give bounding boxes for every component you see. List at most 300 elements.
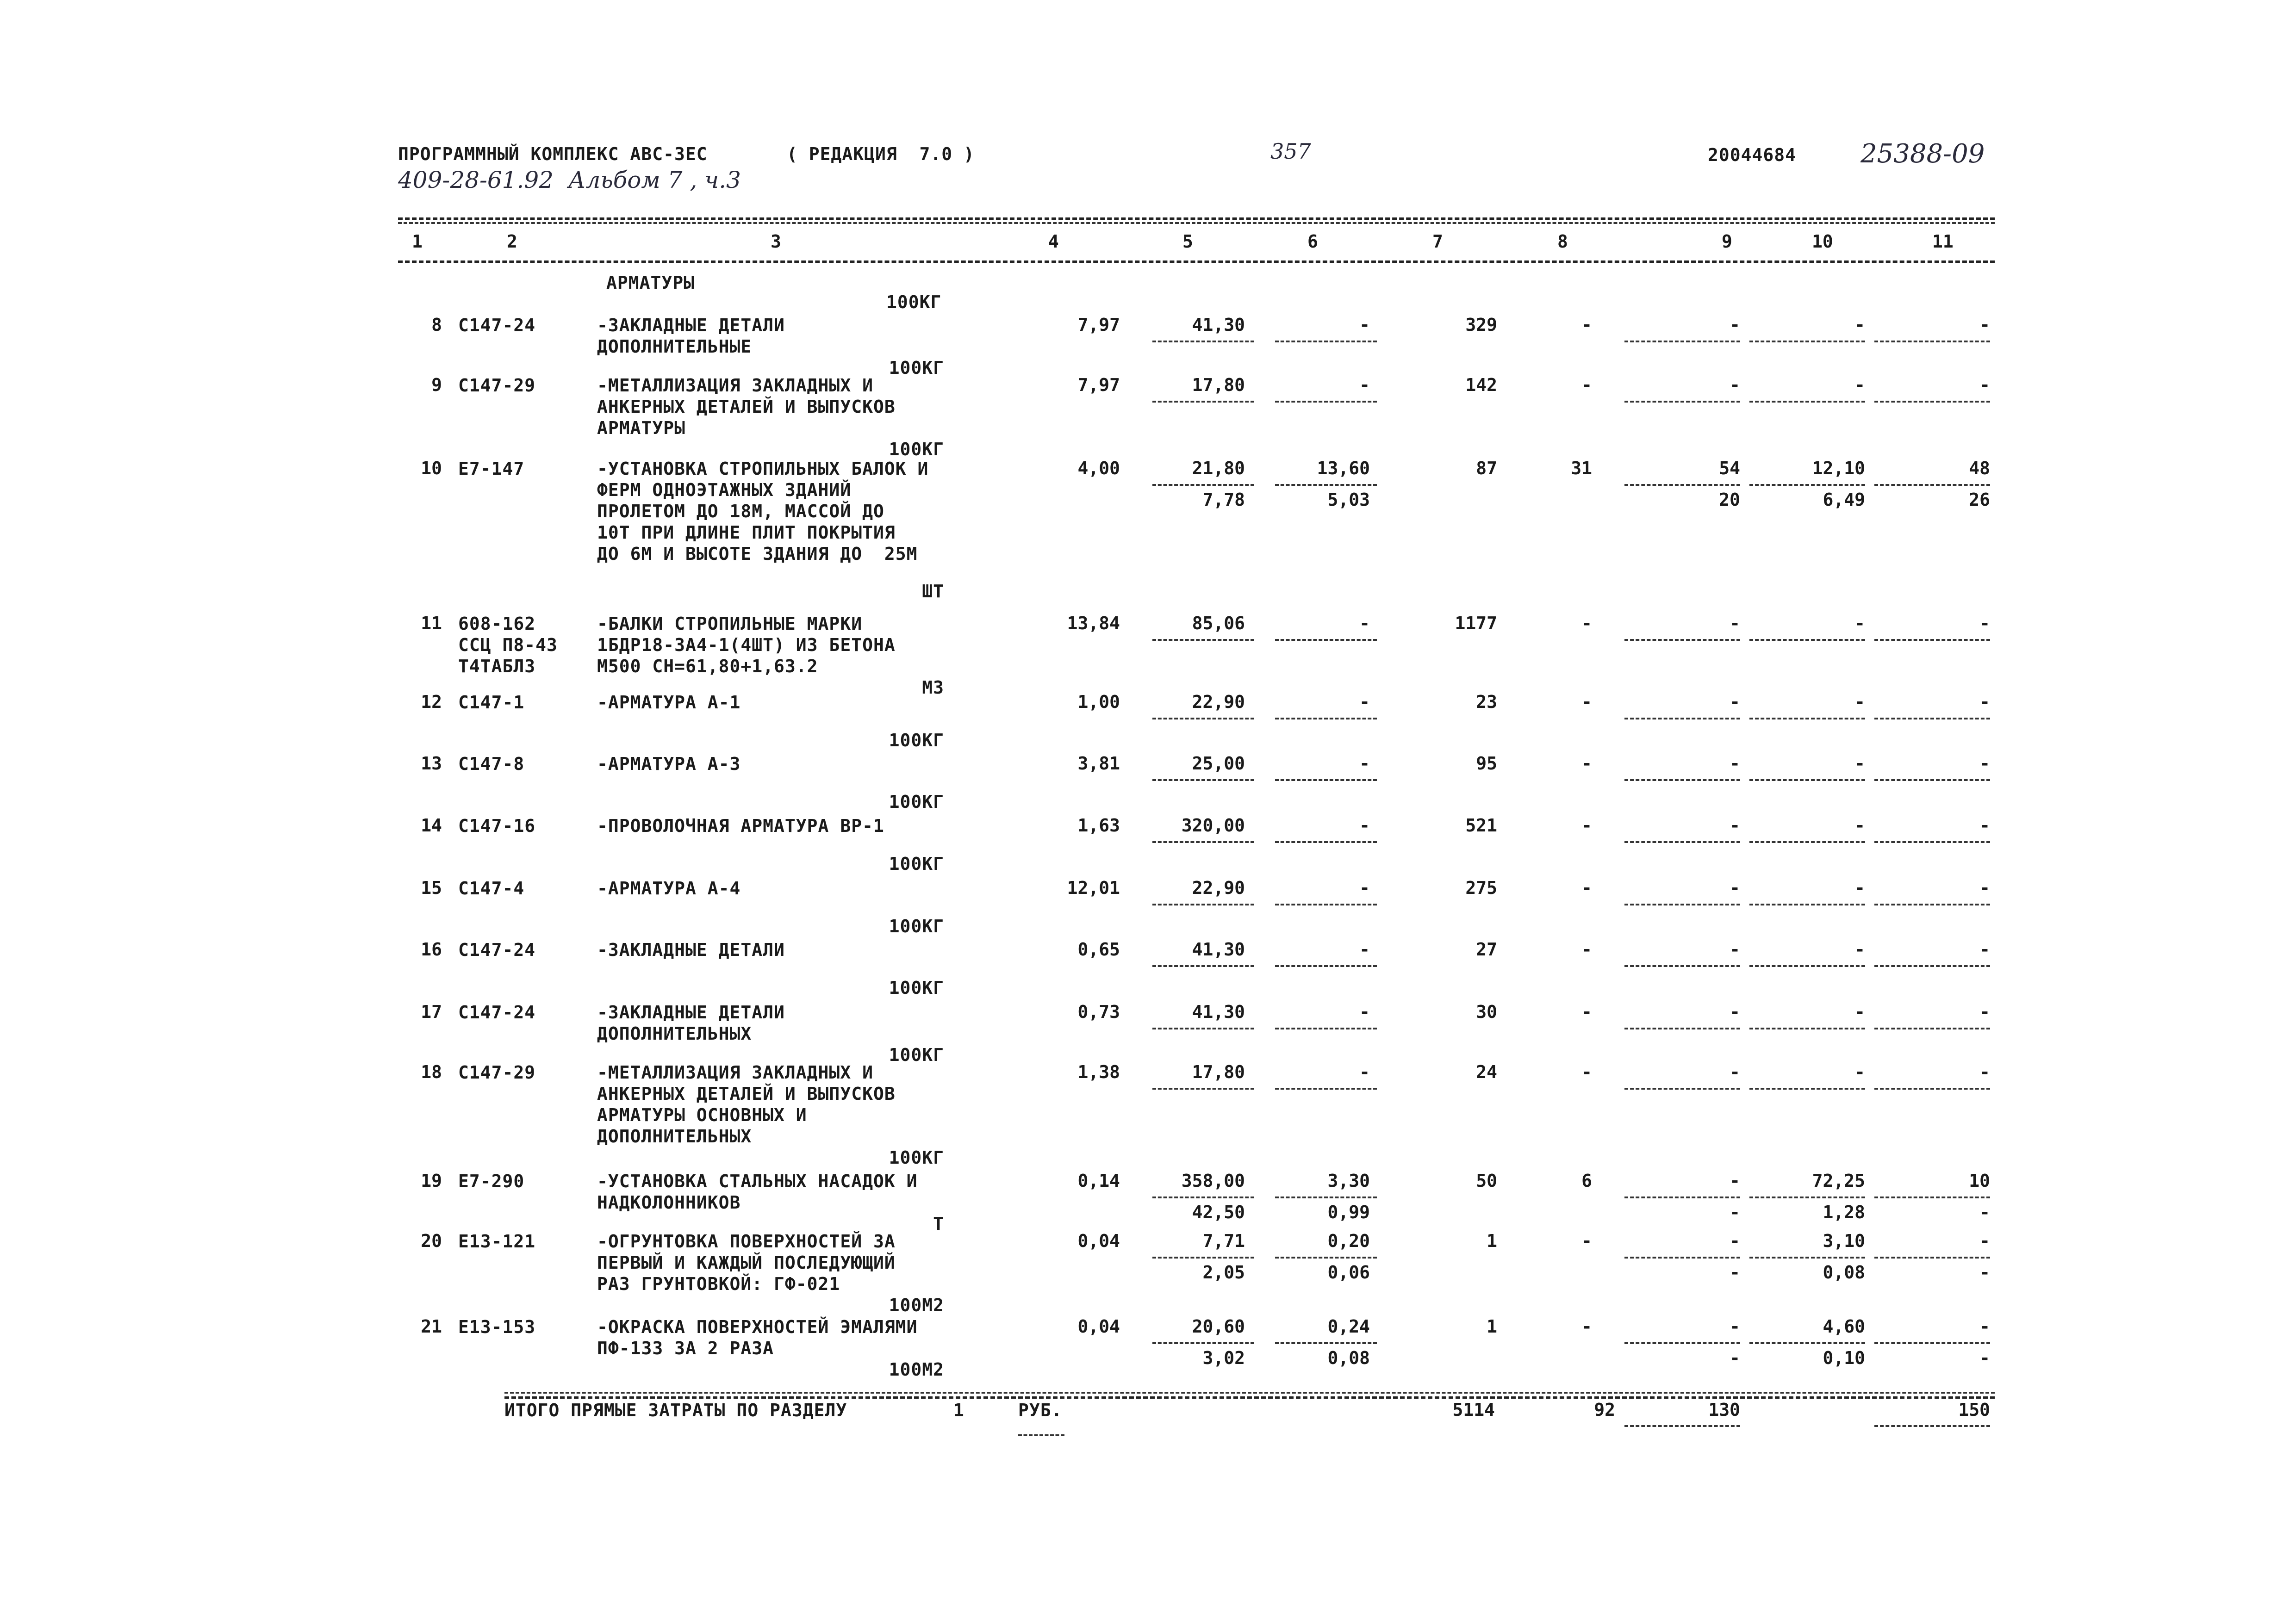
cell-c8: -	[1581, 815, 1592, 836]
row-description-line: ПФ-133 ЗА 2 РАЗА	[597, 1338, 774, 1358]
cell-c6: -	[1359, 1062, 1370, 1082]
cell-underline	[1624, 1257, 1740, 1259]
cell-c11: 10	[1969, 1171, 1990, 1191]
row-description-line: -ОКРАСКА ПОВЕРХНОСТЕЙ ЭМАЛЯМИ	[597, 1317, 918, 1337]
cell-underline	[1749, 904, 1865, 905]
cell-underline	[1874, 779, 1990, 781]
cell-c6: -	[1359, 315, 1370, 335]
cell-c10: 12,10	[1812, 458, 1865, 478]
project-code: 20044684	[1708, 145, 1797, 165]
cell-c6: -	[1359, 1002, 1370, 1022]
cell-underline	[1275, 718, 1377, 719]
row-unit: Т	[933, 1214, 944, 1234]
cell-underline	[1152, 1257, 1254, 1259]
row-description-line: -МЕТАЛЛИЗАЦИЯ ЗАКЛАДНЫХ И	[597, 1062, 873, 1083]
cell-c11b: -	[1979, 1202, 1990, 1222]
row-code: С147-24	[458, 940, 536, 960]
cell-c5b: 7,78	[1202, 490, 1245, 510]
row-code: С147-16	[458, 816, 536, 836]
cell-c9: -	[1730, 1062, 1740, 1082]
col-header-3: 3	[771, 231, 781, 252]
cell-c10b: 6,49	[1823, 490, 1865, 510]
cell-underline	[1624, 718, 1740, 719]
cell-c9: -	[1730, 613, 1740, 633]
cell-underline	[1874, 718, 1990, 719]
cell-underline	[1275, 401, 1377, 403]
cell-c6b: 0,06	[1327, 1262, 1370, 1283]
cell-c8: -	[1581, 1002, 1592, 1022]
cell-c10: 72,25	[1812, 1171, 1865, 1191]
cell-c4: 0,04	[1077, 1231, 1120, 1251]
cell-c7: 30	[1476, 1002, 1497, 1022]
cell-c10: -	[1854, 1002, 1865, 1022]
cell-c10: -	[1854, 613, 1865, 633]
cell-underline	[1874, 904, 1990, 905]
cell-c8: -	[1581, 315, 1592, 335]
total-label: ИТОГО ПРЯМЫЕ ЗАТРАТЫ ПО РАЗДЕЛУ	[504, 1400, 847, 1420]
cell-underline	[1624, 341, 1740, 342]
cell-c8: -	[1581, 1062, 1592, 1082]
row-description-line: -АРМАТУРА А-4	[597, 878, 741, 899]
cell-c5b: 42,50	[1192, 1202, 1245, 1222]
cell-c7: 87	[1476, 458, 1497, 478]
row-unit: М3	[922, 677, 944, 698]
cell-underline	[1275, 1342, 1377, 1344]
cell-c6: -	[1359, 375, 1370, 395]
cell-c11: -	[1979, 753, 1990, 774]
cell-underline	[1749, 841, 1865, 843]
row-number: 17	[421, 1002, 442, 1022]
row-code: С147-29	[458, 375, 536, 396]
row-number: 10	[421, 458, 442, 478]
cell-c5: 22,90	[1192, 692, 1245, 712]
row-unit: 100КГ	[889, 439, 944, 459]
cell-c7: 329	[1465, 315, 1497, 335]
row-description-line: РАЗ ГРУНТОВКОЙ: ГФ-021	[597, 1274, 840, 1294]
cell-c6: 0,24	[1327, 1316, 1370, 1337]
cell-c6b: 0,99	[1327, 1202, 1370, 1222]
cell-underline	[1749, 965, 1865, 967]
cell-c10: -	[1854, 878, 1865, 898]
row-code-2: ССЦ П8-43	[458, 635, 558, 655]
cell-underline	[1275, 1257, 1377, 1259]
cell-underline	[1152, 1088, 1254, 1090]
cell-underline	[1749, 1257, 1865, 1259]
cell-c8: -	[1581, 692, 1592, 712]
row-unit: 100КГ	[889, 916, 944, 936]
row-unit: 100КГ	[889, 730, 944, 750]
cell-c11: -	[1979, 315, 1990, 335]
cell-c5: 41,30	[1192, 315, 1245, 335]
cell-underline	[1749, 341, 1865, 342]
cell-c7: 1	[1487, 1231, 1497, 1251]
row-unit: 100КГ	[889, 792, 944, 812]
cell-c6b: 0,08	[1327, 1348, 1370, 1368]
cell-c8: -	[1581, 753, 1592, 774]
cell-underline	[1152, 841, 1254, 843]
cell-c9: -	[1730, 692, 1740, 712]
total-currency: РУБ.	[1018, 1400, 1063, 1420]
cell-c11: -	[1979, 878, 1990, 898]
album-reference: 409-28-61.92 Альбом 7 , ч.3	[398, 167, 741, 193]
row-code: 608-162	[458, 614, 536, 634]
total-col11-underline	[1874, 1425, 1990, 1427]
row-code: С147-24	[458, 1002, 536, 1023]
row-description-line: АРМАТУРЫ	[597, 418, 686, 438]
page-number: 357	[1270, 139, 1311, 164]
row-description-line: -ЗАКЛАДНЫЕ ДЕТАЛИ	[597, 315, 785, 335]
row-description-line: АНКЕРНЫХ ДЕТАЛЕЙ И ВЫПУСКОВ	[597, 397, 896, 417]
cell-c8: -	[1581, 375, 1592, 395]
cell-underline	[1874, 1028, 1990, 1029]
cell-c11: -	[1979, 613, 1990, 633]
cell-underline	[1749, 779, 1865, 781]
cell-c4: 7,97	[1077, 375, 1120, 395]
col-header-1: 1	[412, 231, 423, 252]
cell-c5: 17,80	[1192, 375, 1245, 395]
cell-underline	[1874, 401, 1990, 403]
cell-c4: 0,04	[1077, 1316, 1120, 1337]
cell-c6: -	[1359, 613, 1370, 633]
row-description-line: ДО 6М И ВЫСОТЕ ЗДАНИЯ ДО 25М	[597, 544, 918, 564]
cell-c10b: 1,28	[1823, 1202, 1865, 1222]
cell-c9: -	[1730, 878, 1740, 898]
cell-c4: 3,81	[1077, 753, 1120, 774]
cell-c6: 0,20	[1327, 1231, 1370, 1251]
cell-c9b: 20	[1719, 490, 1740, 510]
cell-c5: 85,06	[1192, 613, 1245, 633]
cell-c7: 275	[1465, 878, 1497, 898]
cell-c5b: 2,05	[1202, 1262, 1245, 1283]
cell-underline	[1749, 718, 1865, 719]
cell-c6b: 5,03	[1327, 490, 1370, 510]
cell-underline	[1749, 1028, 1865, 1029]
cell-c4: 0,73	[1077, 1002, 1120, 1022]
row-unit: 100М2	[889, 1295, 944, 1315]
cell-c10: -	[1854, 815, 1865, 836]
cell-underline	[1275, 1197, 1377, 1198]
cell-underline	[1275, 1088, 1377, 1090]
row-description-line: ДОПОЛНИТЕЛЬНЫХ	[597, 1023, 752, 1044]
cell-c4: 12,01	[1067, 878, 1120, 898]
bottom-rule-1	[504, 1392, 1995, 1394]
cell-underline	[1874, 639, 1990, 641]
cell-underline	[1874, 841, 1990, 843]
row-code: С147-29	[458, 1062, 536, 1083]
col-header-7: 7	[1432, 231, 1443, 252]
cell-underline	[1624, 1088, 1740, 1090]
cell-c5: 358,00	[1181, 1171, 1245, 1191]
cell-c4: 0,14	[1077, 1171, 1120, 1191]
row-code: Е7-147	[458, 459, 525, 479]
cell-c4: 1,00	[1077, 692, 1120, 712]
cell-c11b: 26	[1969, 490, 1990, 510]
row-number: 21	[421, 1316, 442, 1337]
total-col11: 150	[1958, 1400, 1990, 1420]
cell-c10: -	[1854, 692, 1865, 712]
cell-c10b: 0,08	[1823, 1262, 1865, 1283]
row-description-line: -ЗАКЛАДНЫЕ ДЕТАЛИ	[597, 940, 785, 960]
row-number: 20	[421, 1231, 442, 1251]
cell-underline	[1874, 1257, 1990, 1259]
row-description-line: -ЗАКЛАДНЫЕ ДЕТАЛИ	[597, 1002, 785, 1023]
cell-c9: -	[1730, 375, 1740, 395]
cell-underline	[1874, 1088, 1990, 1090]
cell-c5: 7,71	[1202, 1231, 1245, 1251]
cell-c10: -	[1854, 375, 1865, 395]
cell-c11: 48	[1969, 458, 1990, 478]
col-header-5: 5	[1182, 231, 1193, 252]
cell-underline	[1275, 639, 1377, 641]
cell-underline	[1152, 718, 1254, 719]
cell-c7: 23	[1476, 692, 1497, 712]
total-section: 1	[953, 1400, 964, 1420]
row-description-line: -АРМАТУРА А-3	[597, 754, 741, 774]
row-code: Е13-121	[458, 1231, 536, 1252]
cell-c8: 6	[1581, 1171, 1592, 1191]
cell-underline	[1275, 484, 1377, 486]
row-description-line: НАДКОЛОННИКОВ	[597, 1192, 741, 1213]
cell-underline	[1624, 904, 1740, 905]
row-unit: 100КГ	[889, 854, 944, 874]
cell-underline	[1624, 484, 1740, 486]
cell-underline	[1152, 484, 1254, 486]
row-unit: 100КГ	[889, 1147, 944, 1168]
cell-c7: 1	[1487, 1316, 1497, 1337]
row-unit: 100КГ	[889, 358, 944, 378]
cell-c9: -	[1730, 1316, 1740, 1337]
cell-underline	[1874, 1197, 1990, 1198]
row-description-line: -МЕТАЛЛИЗАЦИЯ ЗАКЛАДНЫХ И	[597, 375, 873, 396]
cell-underline	[1624, 401, 1740, 403]
cell-underline	[1874, 965, 1990, 967]
cell-underline	[1152, 779, 1254, 781]
row-description-line: 1БДР18-3А4-1(4ШТ) ИЗ БЕТОНА	[597, 635, 896, 655]
row-code-3: Т4ТАБЛ3	[458, 656, 536, 676]
col-header-11: 11	[1932, 231, 1954, 252]
cell-underline	[1624, 841, 1740, 843]
edition-label: ( РЕДАКЦИЯ 7.0 )	[787, 144, 975, 164]
row-number: 9	[431, 375, 442, 395]
row-number: 14	[421, 815, 442, 836]
cell-c8: -	[1581, 1316, 1592, 1337]
cell-c11: -	[1979, 815, 1990, 836]
cell-c7: 27	[1476, 939, 1497, 960]
col-header-2: 2	[507, 231, 517, 252]
cell-underline	[1624, 965, 1740, 967]
cell-c9b: -	[1730, 1348, 1740, 1368]
cell-c7: 1177	[1455, 613, 1497, 633]
cell-underline	[1749, 1088, 1865, 1090]
cell-c8: 31	[1571, 458, 1592, 478]
row-description-line: М500 СН=61,80+1,63.2	[597, 656, 818, 676]
row-description-line: ДОПОЛНИТЕЛЬНЫЕ	[597, 336, 752, 357]
cell-c5: 17,80	[1192, 1062, 1245, 1082]
cell-underline	[1624, 1197, 1740, 1198]
cell-c8: -	[1581, 1231, 1592, 1251]
cell-underline	[1874, 1342, 1990, 1344]
cell-underline	[1275, 904, 1377, 905]
cell-c4: 1,38	[1077, 1062, 1120, 1082]
cell-c4: 1,63	[1077, 815, 1120, 836]
cell-c7: 521	[1465, 815, 1497, 836]
document-number: 25388-09	[1860, 139, 1985, 169]
row-description-line: -ОГРУНТОВКА ПОВЕРХНОСТЕЙ ЗА	[597, 1231, 896, 1252]
cell-c10: -	[1854, 315, 1865, 335]
cell-underline	[1624, 779, 1740, 781]
row-unit: 100КГ	[889, 978, 944, 998]
bottom-rule-2	[504, 1396, 1995, 1399]
row-code: Е7-290	[458, 1171, 525, 1191]
cell-c10: -	[1854, 753, 1865, 774]
cell-c10: -	[1854, 1062, 1865, 1082]
cell-c5: 25,00	[1192, 753, 1245, 774]
cell-underline	[1152, 965, 1254, 967]
program-title: ПРОГРАММНЫЙ КОМПЛЕКС АВС-3ЕС	[398, 144, 708, 164]
cell-underline	[1749, 484, 1865, 486]
cell-underline	[1152, 1028, 1254, 1029]
cell-underline	[1152, 1197, 1254, 1198]
cell-c6: -	[1359, 815, 1370, 836]
cell-underline	[1275, 779, 1377, 781]
cell-c5: 20,60	[1192, 1316, 1245, 1337]
cell-c9: -	[1730, 1002, 1740, 1022]
cell-underline	[1874, 341, 1990, 342]
row-number: 19	[421, 1171, 442, 1191]
cell-c11: -	[1979, 375, 1990, 395]
row-description-line: АРМАТУРЫ ОСНОВНЫХ И	[597, 1105, 807, 1125]
row-code: Е13-153	[458, 1317, 536, 1337]
row-number: 8	[431, 315, 442, 335]
cell-underline	[1624, 1028, 1740, 1029]
cell-c5: 22,90	[1192, 878, 1245, 898]
cell-c6: -	[1359, 692, 1370, 712]
cell-c11: -	[1979, 939, 1990, 960]
cell-underline	[1749, 639, 1865, 641]
total-col9-underline	[1624, 1425, 1740, 1427]
row-description-line: -УСТАНОВКА СТРОПИЛЬНЫХ БАЛОК И	[597, 459, 929, 479]
cell-c11: -	[1979, 1062, 1990, 1082]
cell-c5: 41,30	[1192, 939, 1245, 960]
cell-underline	[1275, 841, 1377, 843]
cell-c11: -	[1979, 1231, 1990, 1251]
cell-c11: -	[1979, 1316, 1990, 1337]
row-description-line: АНКЕРНЫХ ДЕТАЛЕЙ И ВЫПУСКОВ	[597, 1084, 896, 1104]
row-description-line: -УСТАНОВКА СТАЛЬНЫХ НАСАДОК И	[597, 1171, 918, 1191]
cell-underline	[1275, 965, 1377, 967]
currency-underline	[1018, 1434, 1064, 1436]
cell-c10: 3,10	[1823, 1231, 1865, 1251]
row-number: 16	[421, 939, 442, 960]
carry-over-unit: 100КГ	[886, 292, 942, 312]
cell-c4: 0,65	[1077, 939, 1120, 960]
cell-c7: 142	[1465, 375, 1497, 395]
row-number: 13	[421, 753, 442, 774]
row-code: С147-8	[458, 754, 525, 774]
total-col9: 130	[1708, 1400, 1740, 1420]
cell-c9: -	[1730, 815, 1740, 836]
cell-c9: -	[1730, 315, 1740, 335]
cell-underline	[1749, 1197, 1865, 1198]
cell-c9: 54	[1719, 458, 1740, 478]
row-description-line: -АРМАТУРА А-1	[597, 692, 741, 713]
top-rule	[398, 217, 1995, 220]
cell-c10: -	[1854, 939, 1865, 960]
row-description-line: 10Т ПРИ ДЛИНЕ ПЛИТ ПОКРЫТИЯ	[597, 522, 896, 543]
cell-c10: 4,60	[1823, 1316, 1865, 1337]
row-unit: 100М2	[889, 1359, 944, 1380]
row-number: 12	[421, 692, 442, 712]
col-header-8: 8	[1557, 231, 1568, 252]
cell-c5: 21,80	[1192, 458, 1245, 478]
cell-c4: 4,00	[1077, 458, 1120, 478]
cell-c6: 13,60	[1317, 458, 1370, 478]
cell-underline	[1152, 904, 1254, 905]
cell-underline	[1152, 341, 1254, 342]
cell-c6: -	[1359, 753, 1370, 774]
cell-c11: -	[1979, 692, 1990, 712]
row-description-line: -ПРОВОЛОЧНАЯ АРМАТУРА ВР-1	[597, 816, 884, 836]
cell-c11b: -	[1979, 1262, 1990, 1283]
cell-underline	[1624, 639, 1740, 641]
carry-over-text: АРМАТУРЫ	[606, 273, 695, 293]
row-unit: 100КГ	[889, 1045, 944, 1065]
cell-c6: -	[1359, 878, 1370, 898]
cell-c5: 320,00	[1181, 815, 1245, 836]
row-code: С147-4	[458, 878, 525, 899]
header-bottom-rule	[398, 260, 1995, 263]
cell-underline	[1275, 341, 1377, 342]
cell-c9: -	[1730, 753, 1740, 774]
row-code: С147-1	[458, 692, 525, 713]
col-header-9: 9	[1722, 231, 1732, 252]
cell-c10b: 0,10	[1823, 1348, 1865, 1368]
cell-c7: 95	[1476, 753, 1497, 774]
cell-c11b: -	[1979, 1348, 1990, 1368]
cell-c9: -	[1730, 1171, 1740, 1191]
cell-c7: 50	[1476, 1171, 1497, 1191]
col-header-6: 6	[1307, 231, 1318, 252]
cell-c4: 13,84	[1067, 613, 1120, 633]
cell-c8: -	[1581, 613, 1592, 633]
row-number: 11	[421, 613, 442, 633]
row-description-line: ДОПОЛНИТЕЛЬНЫХ	[597, 1126, 752, 1147]
cell-underline	[1749, 401, 1865, 403]
cell-c11: -	[1979, 1002, 1990, 1022]
cell-c9b: -	[1730, 1262, 1740, 1283]
cell-c8: -	[1581, 939, 1592, 960]
cell-underline	[1749, 1342, 1865, 1344]
cell-c8: -	[1581, 878, 1592, 898]
cell-c9: -	[1730, 939, 1740, 960]
row-number: 15	[421, 878, 442, 898]
row-description-line: ПРОЛЕТОМ ДО 18М, МАССОЙ ДО	[597, 501, 884, 521]
cell-c9: -	[1730, 1231, 1740, 1251]
cell-underline	[1874, 484, 1990, 486]
cell-c6: -	[1359, 939, 1370, 960]
cell-underline	[1152, 1342, 1254, 1344]
row-number: 18	[421, 1062, 442, 1082]
total-col7: 5114	[1452, 1400, 1495, 1420]
cell-c5b: 3,02	[1202, 1348, 1245, 1368]
row-unit: ШТ	[922, 581, 944, 601]
row-description-line: ПЕРВЫЙ И КАЖДЫЙ ПОСЛЕДУЮЩИЙ	[597, 1252, 896, 1273]
cell-c6: 3,30	[1327, 1171, 1370, 1191]
cell-underline	[1152, 639, 1254, 641]
col-header-10: 10	[1812, 231, 1833, 252]
col-header-4: 4	[1048, 231, 1059, 252]
cell-underline	[1275, 1028, 1377, 1029]
